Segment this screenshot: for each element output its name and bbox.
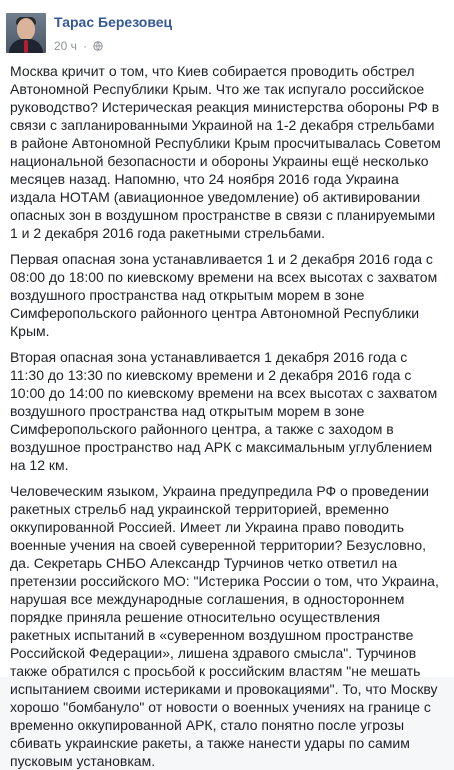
- avatar[interactable]: [6, 13, 46, 53]
- author-name[interactable]: Тарас Березовец: [54, 14, 173, 30]
- globe-icon[interactable]: [93, 41, 103, 51]
- post-header: [0, 0, 454, 64]
- post-paragraph-1: Москва кричит о том, что Киев собирается проводить обстрел Автономной Республики Крым. Что же так испугало российское руководство? Истерическая реакция министерства обороны РФ в связи с запланированными Украиной на 1-2 декабря стрельбами в районе Автономной Республики Крым просчитывалась Советом национальной безопасности и обороны Украины ещё несколько месяцев назад. Напомню, что 24 ноября 2016 года Украина издала НОТАМ (авиационное уведомление) об активировании опасных зон в воздушном пространстве в связи с планируемыми 1 и 2 декабря 2016 года ракетными стрельбами.: [10, 63, 441, 241]
- meta-separator: ·: [82, 39, 87, 53]
- post-paragraph-3: Вторая опасная зона устанавливается 1 декабря 2016 года с 11:30 до 13:30 по киевскому времени и 2 декабря 2016 года с 10:00 до 14:00 по киевскому времени на всех высотах с захватом воздушного пространства над открытым морем в зоне Симферопольского районного центра, а также с заходом в воздушное пространство над АРК с максимальным углублением на 12 км.: [10, 349, 438, 473]
- avatar-face: [17, 18, 35, 40]
- post-meta: [54, 39, 103, 53]
- post-body: [10, 62, 442, 770]
- post-paragraph-2: Первая опасная зона устанавливается 1 и 2 декабря 2016 года с 08:00 до 18:00 по киевскому времени на всех высотах с захватом воздушного пространства над открытым морем в зоне Симферопольского районного центра Автономной Республики Крым.: [10, 251, 438, 339]
- post-time[interactable]: 20 ч: [54, 39, 77, 53]
- post-paragraph-4: Человеческим языком, Украина предупредила РФ о проведении ракетных стрельб над украинской территорией, временно оккупированной Россией. Имеет ли Украина право поводить военные учения на своей суверенной территории? Безусловно, да. Секретарь СНБО Александр Турчинов четко ответил на претензии российского МО: "Истерика России о том, что Украина, нарушая все международные соглашения, в одностороннем порядке приняла решение относительно осуществления ракетных испытаний в «суверенном воздушном пространстве Российской Федерации», лишена здравого смысла". Турчинов также обратился с просьбой к российским властям "не мешать испытанием своими истериками и провокациями". То, что Москву хорошо "бомбануло" от новости о военных учениях на границе с временно оккупированной АРК, стало понятно после угрозы сбивать украинские ракеты, а также нанести удары по самим пусковым установкам.: [10, 483, 439, 769]
- avatar-tie: [24, 40, 28, 53]
